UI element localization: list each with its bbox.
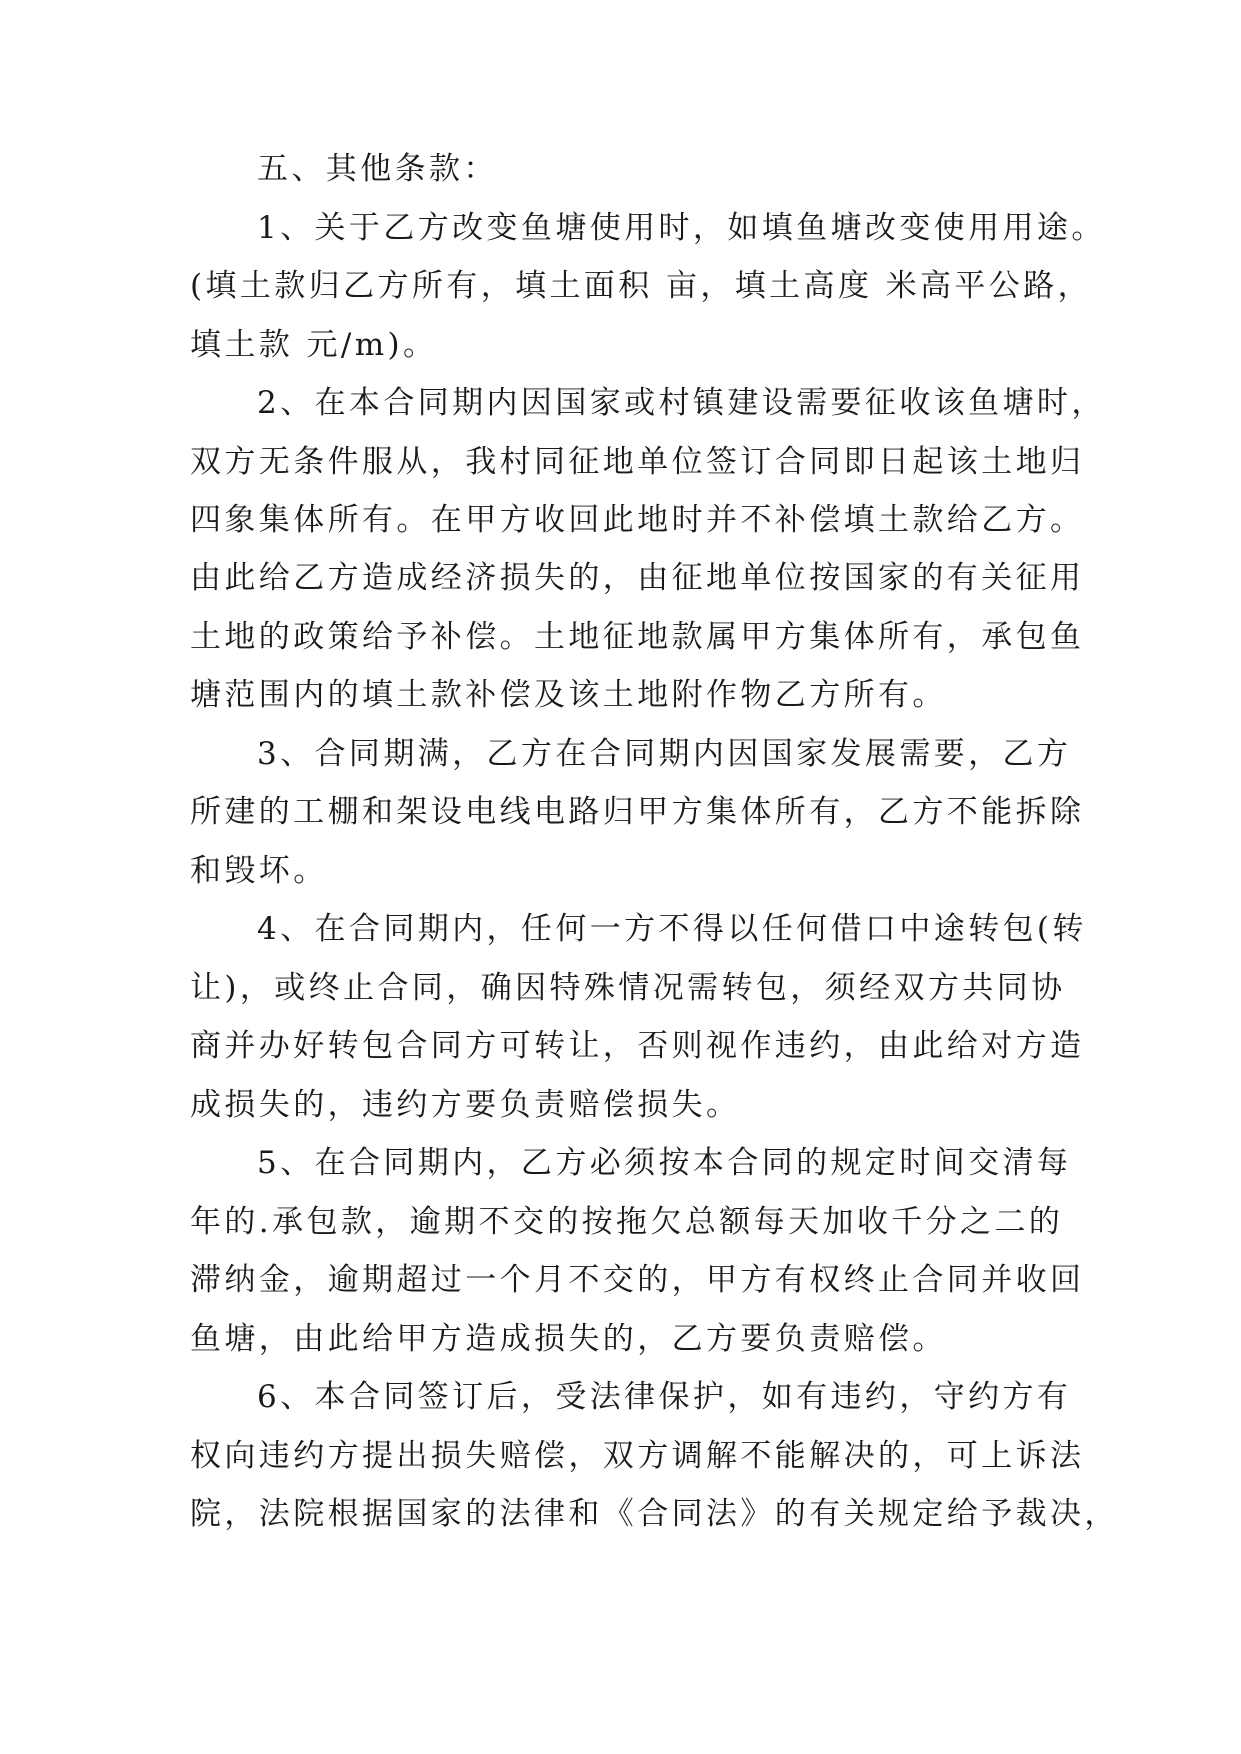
section-heading: 五、其他条款： xyxy=(257,151,498,187)
paragraph-line: 商并办好转包合同方可转让，否则视作违约，由此给对方造 xyxy=(190,1028,1085,1064)
paragraph-line: 4、在合同期内，任何一方不得以任何借口中途转包(转 xyxy=(257,911,1087,947)
paragraph-line: 6、本合同签订后，受法律保护，如有违约，守约方有 xyxy=(257,1379,1072,1415)
paragraph-line: 滞纳金，逾期超过一个月不交的，甲方有权终止合同并收回 xyxy=(190,1262,1085,1298)
paragraph-line: 1、关于乙方改变鱼塘使用时，如填鱼塘改变使用用途。 xyxy=(257,210,1106,246)
paragraph-line: 3、合同期满，乙方在合同期内因国家发展需要，乙方 xyxy=(257,736,1072,772)
paragraph-line: (填土款归乙方所有，填土面积 亩，填土高度 米高平公路， xyxy=(190,268,1092,304)
paragraph-line: 成损失的，违约方要负责赔偿损失。 xyxy=(190,1087,741,1123)
paragraph-line: 让)，或终止合同，确因特殊情况需转包，须经双方共同协 xyxy=(190,970,1066,1006)
paragraph-line: 权向违约方提出损失赔偿，双方调解不能解决的，可上诉法 xyxy=(190,1438,1085,1474)
paragraph-line: 院，法院根据国家的法律和《合同法》的有关规定给予裁决， xyxy=(190,1496,1119,1532)
paragraph-line: 所建的工棚和架设电线电路归甲方集体所有，乙方不能拆除 xyxy=(190,794,1085,830)
paragraph-line: 土地的政策给予补偿。土地征地款属甲方集体所有，承包鱼 xyxy=(190,619,1085,655)
paragraph-line: 四象集体所有。在甲方收回此地时并不补偿填土款给乙方。 xyxy=(190,502,1085,538)
paragraph-line: 双方无条件服从，我村同征地单位签订合同即日起该土地归 xyxy=(190,444,1085,480)
paragraph-line: 年的.承包款，逾期不交的按拖欠总额每天加收千分之二的 xyxy=(190,1204,1064,1240)
paragraph-line: 和毁坏。 xyxy=(190,853,328,889)
paragraph-line: 鱼塘，由此给甲方造成损失的，乙方要负责赔偿。 xyxy=(190,1321,947,1357)
paragraph-line: 填土款 元/m)。 xyxy=(190,327,438,363)
paragraph-line: 5、在合同期内，乙方必须按本合同的规定时间交清每 xyxy=(257,1145,1072,1181)
paragraph-line: 由此给乙方造成经济损失的，由征地单位按国家的有关征用 xyxy=(190,560,1085,596)
paragraph-line: 2、在本合同期内因国家或村镇建设需要征收该鱼塘时， xyxy=(257,385,1106,421)
paragraph-line: 塘范围内的填土款补偿及该土地附作物乙方所有。 xyxy=(190,677,947,713)
